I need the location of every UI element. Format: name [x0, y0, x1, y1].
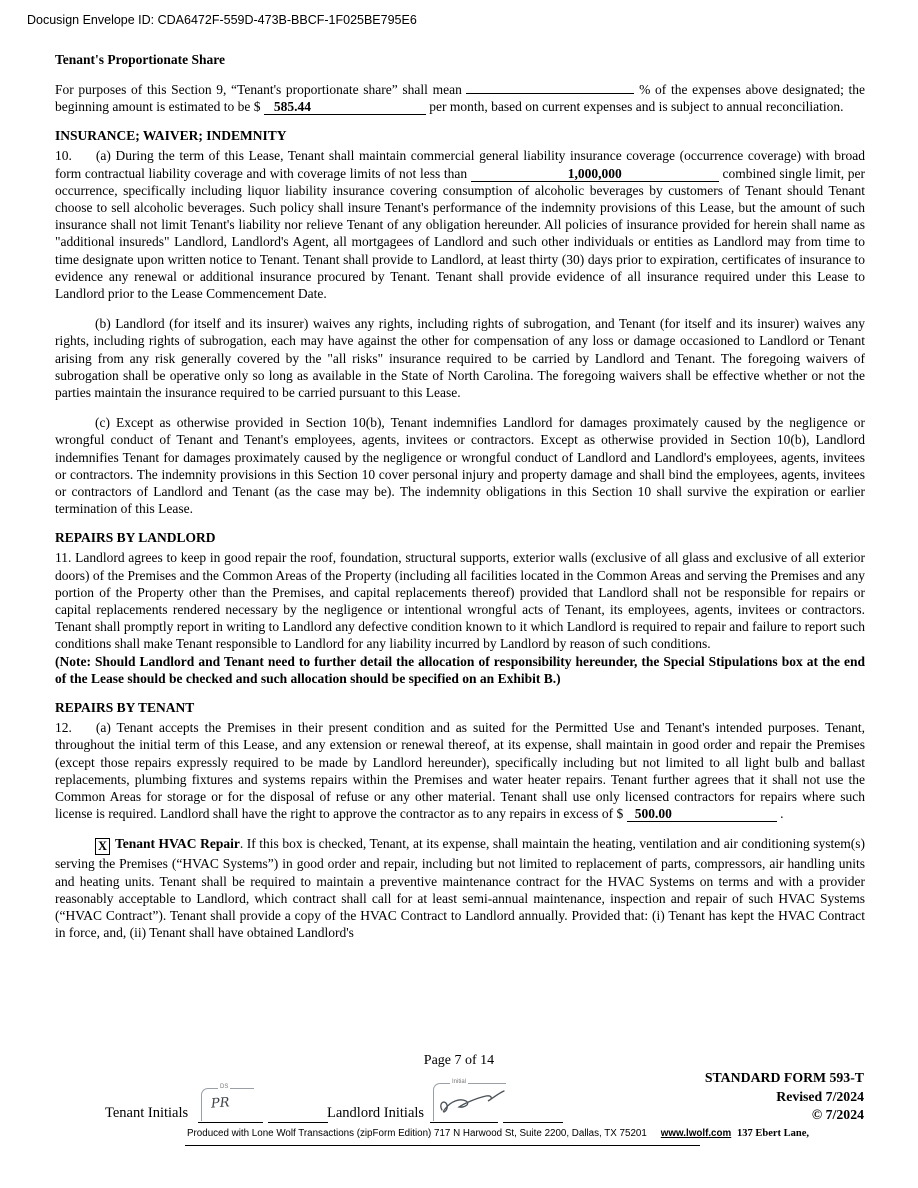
docusign-tag-icon: Initial: [452, 1079, 467, 1085]
form-name: STANDARD FORM 593-T: [704, 1070, 864, 1085]
paragraph-number: 10.: [55, 148, 72, 164]
docusign-tag-icon: DS: [220, 1084, 229, 1090]
paragraph-text: per month, based on current expenses and is subject to annual reconciliation.: [429, 99, 844, 115]
paragraph-proportionate-share: [55, 81, 865, 115]
document-body: [55, 52, 865, 941]
paragraph-number: 12.: [55, 720, 72, 736]
produced-by-line: [187, 1128, 731, 1139]
footer-divider: [185, 1145, 700, 1146]
landlord-initials-line-2[interactable]: [503, 1122, 563, 1123]
form-revised-date: Revised 7/2024: [776, 1088, 864, 1104]
lwolf-website-link[interactable]: www.lwolf.com: [660, 1128, 732, 1139]
paragraph-text: combined single limit, per occurrence, specifically including liquor liability insurance covering consumption of alcoholic beverages by customers of Tenant should Tenant choose to sell alcoholic beverages. Such policy shall insure Tenant's performance of the indemnity provisions of this Lease, but the amount of such insurance shall not limit Tenant's liability nor relieve Tenant of any obligation hereunder. All policies of insurance provided for herein shall name as "additional insureds" Landlord, Landlord's Agent, all mortgagees of Landlord and such other individuals or entities as Landlord may from time to time designate upon written notice to Tenant. Tenant shall provide to Landlord, at least thirty (30) days prior to expiration, certificates of insurance to evidence any renewal or additional insurance procured by Tenant. Tenant shall provide evidence of all insurance required under this Lease to Landlord prior to the Lease Commencement Date.: [55, 165, 866, 302]
paragraph-11: 11. Landlord agrees to keep in good repair the roof, foundation, structural supports, exterior walls (exclusive of all glass and exclusive of all exterior doors) of the Premises and the Common Areas of the Property (including all facilities located in the Common Areas and serving the Premises and any portion of the Property other than the Premises, and capital replacements thereof) provided that Landlord shall not be responsible for repairs or capital replacements rendered necessary by the negligence or intentional wrongful acts of Tenant, its employees, agents, invitees or contractors. Tenant shall promptly report in writing to Landlord any defective condition known to it which Landlord is required to repair and failure to report such conditions shall make Tenant responsible to Landlord for any liability incurred by Landlord by reason of such conditions.: [55, 550, 865, 652]
landlord-initials-scribble-icon: [436, 1086, 506, 1120]
repair-threshold-field[interactable]: [627, 807, 777, 822]
paragraph-text: (a) Tenant accepts the Premises in their present condition and as suited for the Permitted Use and Tenant's intended purposes. Tenant, throughout the initial term of this Lease, and any extension or renewal thereof, at its expense, shall maintain in good order and repair the Premises (except those repairs expressly required to be made by Landlord hereunder), specifically including but not limited to all light bulb and ballast replacements, plumbing fixtures and systems repairs within the Premises and water heater repairs. Tenant further agrees that it shall not use the Common Areas for storage or for the disposal of refuse or any other material. Tenant shall use only licensed contractors for repairs where such license is required. Landlord shall have the right to approve the contractor as to any repairs in excess of $: [55, 720, 865, 822]
produced-by-text: Produced with Lone Wolf Transactions (zipForm Edition) 717 N Harwood St, Suite 2200, Dallas, TX 75201: [187, 1128, 647, 1139]
paragraph-10c: (c) Except as otherwise provided in Section 10(b), Tenant indemnifies Landlord for damages proximately caused by the negligence or wrongful conduct of Tenant and Tenant's employees, agents, invitees or contractors. Except as otherwise provided in Section 10(b), Landlord indemnifies Tenant for damages proximately caused by the negligence or wrongful conduct of Landlord and Landlord's employees, agents, invitees or contractors. The indemnity provisions in this Section 10 cover personal injury and property damage and shall bind the employees, agents, invitees or contractors of Landlord and Tenant (as the case may be). The indemnity obligations in this Section 10 shall survive the expiration or earlier termination of this Lease.: [55, 415, 865, 517]
paragraph-text: (a) During the term of this Lease, Tenant shall maintain commercial general liability insurance coverage (occurrence coverage) with broad form contractual liability coverage and with coverage limits of not less than: [55, 148, 865, 181]
property-address: 137 Ebert Lane,: [737, 1128, 810, 1139]
coverage-limit-value: 1,000,000: [567, 165, 622, 181]
paragraph-10a: [55, 147, 865, 302]
tenant-initials-line-2[interactable]: [268, 1122, 328, 1123]
hvac-repair-checkbox[interactable]: X: [95, 838, 110, 855]
tenant-initials-line-1[interactable]: [198, 1122, 263, 1123]
coverage-limit-field[interactable]: [471, 167, 719, 182]
paragraph-text: % of the expenses above designated; the beginning amount is estimated to be $: [55, 82, 865, 115]
paragraph-text: .: [780, 806, 784, 822]
heading-repairs-by-tenant: REPAIRS BY TENANT: [55, 700, 195, 716]
tenant-initials-label: Tenant Initials: [105, 1105, 189, 1121]
paragraph-12a: [55, 719, 865, 822]
percentage-blank-field[interactable]: [466, 93, 634, 94]
docusign-envelope-id: Docusign Envelope ID: CDA6472F-559D-473B-BBCF-1F025BE795E6: [27, 13, 417, 27]
monthly-amount-value: 585.44: [273, 99, 311, 115]
tenant-initials-script: PR: [210, 1095, 231, 1112]
form-identification-block: [705, 1069, 864, 1125]
hvac-title: Tenant HVAC Repair: [115, 836, 240, 852]
landlord-initials-label: Landlord Initials: [327, 1105, 425, 1121]
form-copyright: © 7/2024: [811, 1107, 864, 1122]
paragraph-11-note: (Note: Should Landlord and Tenant need to further detail the allocation of responsibility hereunder, the Special Stipulations box at the end of the Lease should be checked and such allocation should be specified on an Exhibit B.): [55, 653, 865, 686]
paragraph-10b: (b) Landlord (for itself and its insurer) waives any rights, including rights of subrogation, and Tenant (for itself and its insurer) waives any rights, including rights of subrogation, each may have against the other for compensation of any loss or damage occasioned to Landlord or Tenant arising from any risk generally covered by the "all risks" insurance required to be carried by Landlord and Tenant. The foregoing waivers of subrogation shall be operative only so long as available in the State of North Carolina. The foregoing waivers shall be effective whether or not the parties maintain the insurance required to be carried pursuant to this Lease.: [55, 316, 865, 401]
landlord-initials-line-1[interactable]: [430, 1122, 498, 1123]
paragraph-text: For purposes of this Section 9, “Tenant's proportionate share” shall mean: [55, 82, 462, 97]
paragraph-text: . If this box is checked, Tenant, at its expense, shall maintain the heating, ventilation and air conditioning system(s) serving the Premises (“HVAC Systems”) in good order and repair, including but not limited to replacement of parts, compressors, air handling units and heating units. Tenant shall be required to maintain a preventive maintenance contract for the HVAC Systems on terms and with a provider reasonably acceptable to Landlord, which contract shall call for at least semi-annual maintenance, inspection and repair of such HVAC Systems (“HVAC Contract”). Tenant shall provide a copy of the HVAC Contract to Landlord annually. Provided that: (i) Tenant has kept the HVAC Contract in force, and, (ii) Tenant shall have obtained Landlord's: [55, 836, 865, 941]
heading-repairs-by-landlord: REPAIRS BY LANDLORD: [55, 530, 216, 546]
repair-threshold-value: 500.00: [634, 806, 672, 822]
page-number: Page 7 of 14: [423, 1053, 495, 1068]
tenant-initials-stamp[interactable]: [201, 1084, 254, 1121]
paragraph-hvac: [55, 835, 865, 941]
heading-insurance-waiver-indemnity: INSURANCE; WAIVER; INDEMNITY: [55, 128, 287, 144]
heading-tenants-proportionate-share: Tenant's Proportionate Share: [55, 52, 226, 67]
monthly-amount-field[interactable]: [264, 100, 426, 115]
landlord-initials-stamp[interactable]: [433, 1079, 506, 1121]
